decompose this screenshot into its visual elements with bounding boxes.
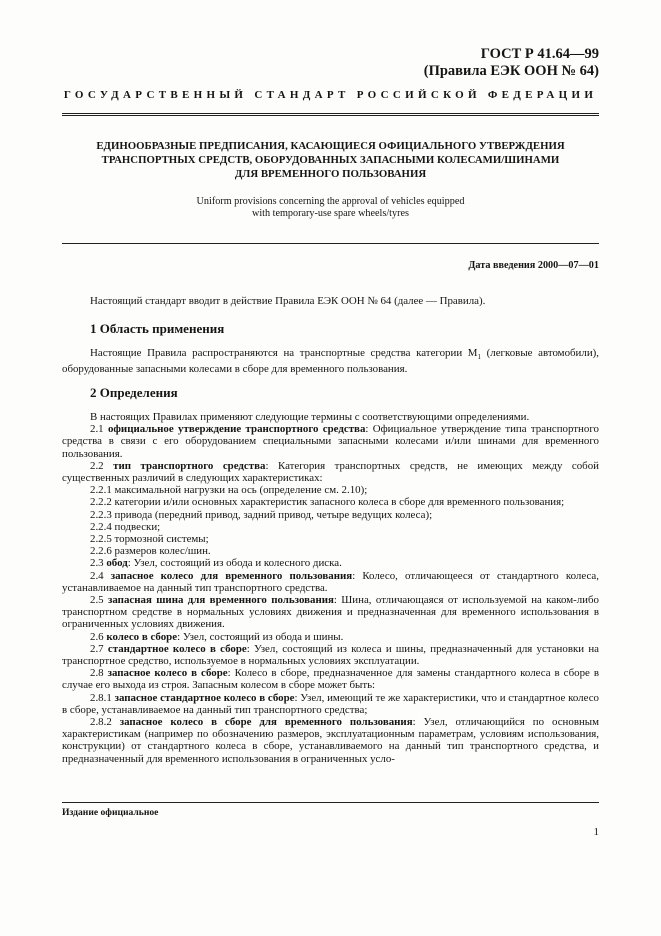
definition-text: : Шина, отличающаяся от используемой на каком-либо транспортном средстве в нормальных условиях движения и предназначенная для временного использования в ограниченных условиях движения. [62,594,599,631]
definition-term: запасное стандартное колесо в сборе [114,691,295,704]
definition-number: 2.6 [90,630,107,643]
definition-item [62,631,599,643]
definition-item [62,460,599,484]
definition-item [62,570,599,594]
footer-rule [62,802,599,803]
edition-note: Издание официальное [62,807,159,818]
definition-number: 2.2.4 [90,520,115,533]
definition-text: : Колесо, отличающееся от стандартного колеса, устанавливаемое на данный тип транспортного средства. [62,569,599,594]
state-standard-heading: ГОСУДАРСТВЕННЫЙ СТАНДАРТ РОССИЙСКОЙ ФЕДЕРАЦИИ [63,89,598,101]
section-2-intro: В настоящих Правилах применяют следующие термины с соответствующими определениями. [90,411,530,423]
section-1-heading: 1 Область применения [90,321,225,336]
definition-term: тип транспортного средства [113,459,266,472]
definition-term: запасное колесо для временного пользования [110,569,353,582]
gost-code: ГОСТ Р 41.64—99 [480,46,599,62]
definition-number: 2.8 [90,667,108,680]
definition-term: колесо в сборе [106,630,178,643]
page-number: 1 [593,826,599,838]
definition-number: 2.2.1 [90,484,115,497]
definition-number: 2.4 [90,569,111,582]
definition-text: : Узел, состоящий из колеса и шины, предназначенный для установки на транспортное средство, используемое в нормальных условиях эксплуатации. [62,642,599,668]
definition-text: привода (передний привод, задний привод, четыре ведущих колеса); [114,508,433,521]
definition-term: официальное утверждение транспортного средства [107,423,366,436]
definition-text: максимальной нагрузки на ось (определение см. 2.10); [114,484,368,497]
definition-item [62,667,599,691]
definition-term: запасное колесо в сборе для временного пользования [119,716,413,729]
intro-paragraph: Настоящий стандарт вводит в действие Правила ЕЭК ООН № 64 (далее — Правила). [90,295,486,307]
section-1-text: Настоящие Правила распространяются на транспортные средства категории $M_1$ (легковые автомобили), оборудованные запасными колесами в сборе для временного пользования. [62,347,599,376]
definition-text: : Официальное утверждение типа транспортного средства в связи с его оборудованием специальными запасными колесами и/или шинами для временного пользования. [62,423,599,460]
definition-item [62,423,599,460]
section-2-body [62,411,599,765]
definition-item [62,533,599,545]
definition-item [62,557,599,569]
title-rule [62,243,599,244]
definition-item [62,509,599,521]
header-rule-bottom [62,115,599,116]
definition-term: стандартное колесо в сборе [107,642,247,655]
definition-text: : Узел, состоящий из обода и колесного диска. [127,557,342,570]
definition-number: 2.7 [90,642,108,655]
definition-text: размеров колес/шин. [114,545,211,558]
definition-number: 2.3 [90,557,107,570]
definitions-list [62,423,599,765]
definition-term: запасное колесо в сборе [107,667,228,680]
document-title [62,139,599,181]
definition-text: : Колесо в сборе, предназначенное для замены стандартного колеса в сборе в случае его выхода из строя. Запасным колесом в сборе может быть: [62,667,599,692]
introduction-date: Дата введения 2000—07—01 [468,260,599,271]
definition-item [62,545,599,557]
definition-text: : Узел, состоящий из обода и шины. [177,630,344,643]
definition-term: запасная шина для временного пользования [108,594,334,607]
unece-reference: (Правила ЕЭК ООН № 64) [423,63,599,79]
definition-number: 2.2.6 [90,545,115,558]
definition-text: : Узел, имеющий те же характеристики, что и стандартное колесо в сборе, устанавливаемое на данный тип транспортного средства; [62,691,599,716]
english-title-line: Uniform provisions concerning the approval of vehicles equipped [196,196,465,207]
definition-item [62,692,599,716]
definition-item [62,594,599,631]
definition-item [62,521,599,533]
title-line: ЕДИНООБРАЗНЫЕ ПРЕДПИСАНИЯ, КАСАЮЩИЕСЯ ОФИЦИАЛЬНОГО УТВЕРЖДЕНИЯ [96,140,565,152]
gost-code-block [424,46,599,80]
definition-text: : Узел, отличающийся по основным характеристикам (например по обозначению размеров, эксплуатационным параметрам, условиям использования, конструкции) от стандартного колеса в сборе, устанавливаемого на данный тип транспортного средства, и предназначенный для временного использования в ограниченных усло- [62,716,600,765]
english-title-line: with temporary-use spare wheels/tyres [251,208,409,219]
definition-term: обод [106,557,128,570]
definition-text: тормозной системы; [114,533,209,546]
english-title [62,196,599,220]
definition-number: 2.1 [90,423,108,436]
header-rule-top [62,113,599,114]
definition-text: категории и/или основных характеристик запасного колеса в сборе для временного пользования; [114,496,565,509]
definition-number: 2.5 [90,594,108,607]
definition-text: подвески; [114,520,161,533]
definition-item [62,643,599,667]
definition-number: 2.2 [90,459,114,472]
section-2-heading: 2 Определения [90,385,178,400]
definition-number: 2.2.2 [90,496,115,509]
title-line: ТРАНСПОРТНЫХ СРЕДСТВ, ОБОРУДОВАННЫХ ЗАПАСНЫМИ КОЛЕСАМИ/ШИНАМИ [101,154,560,166]
definition-item [62,484,599,496]
definition-number: 2.8.1 [90,691,115,704]
definition-text: : Категория транспортных средств, не имеющих между собой существенных различий в следующих характеристиках: [62,459,600,485]
definition-number: 2.8.2 [90,716,120,729]
title-line: ДЛЯ ВРЕМЕННОГО ПОЛЬЗОВАНИЯ [234,168,427,180]
definition-item [62,716,599,765]
definition-item [62,496,599,508]
definition-number: 2.2.5 [90,533,115,546]
definition-number: 2.2.3 [90,508,115,521]
